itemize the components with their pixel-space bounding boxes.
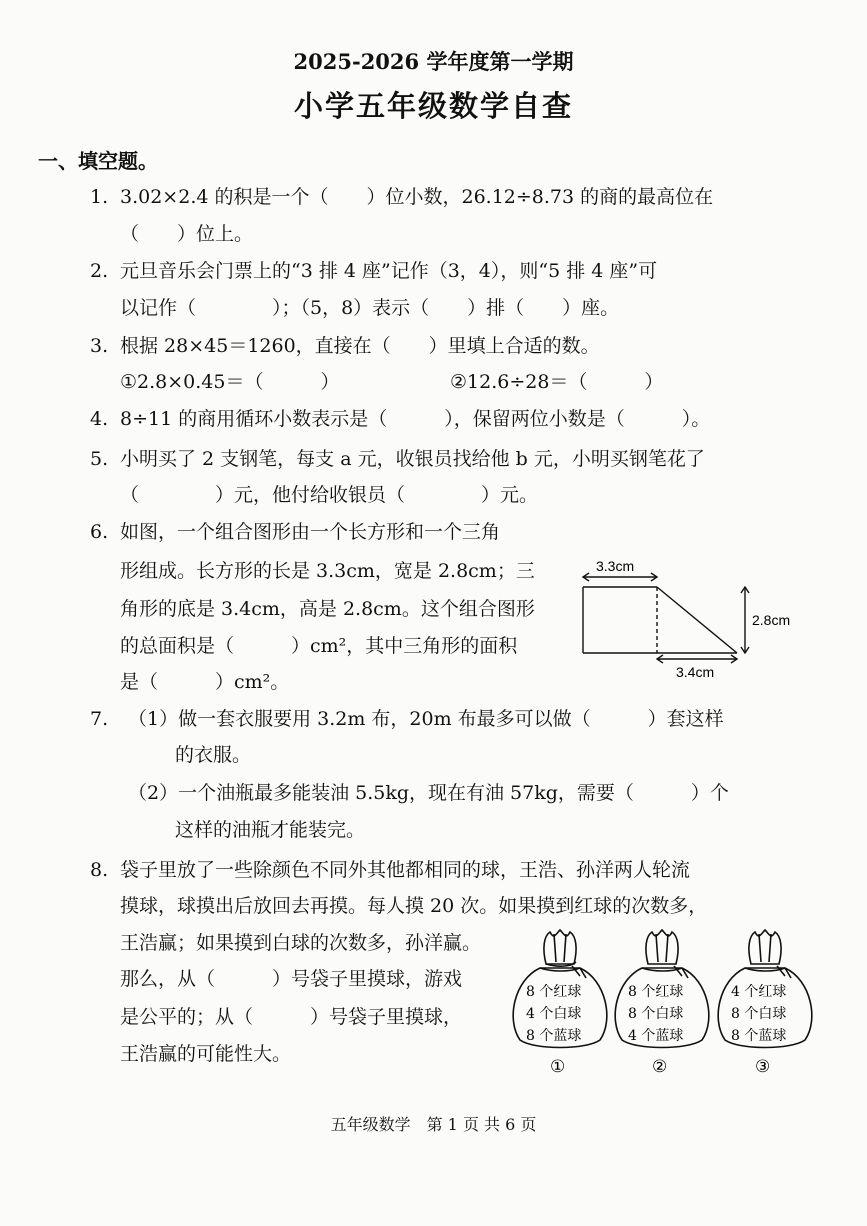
question-number: 7. (90, 708, 109, 730)
sub-question-1: ①2.8×0.45＝（ ） (120, 371, 340, 393)
question-text: 王浩赢的可能性大。 (120, 1043, 292, 1065)
sub-question-2-cont: 这样的油瓶才能装完。 (175, 819, 366, 841)
sub-question-2: ②12.6÷28＝（ ） (450, 371, 664, 393)
question-text: 角形的底是 3.4cm，高是 2.8cm。这个组合图形 (120, 598, 535, 620)
exam-title: 小学五年级数学自查 (293, 89, 573, 123)
question-text: 如图，一个组合图形由一个长方形和一个三角 (120, 521, 501, 543)
page-footer: 五年级数学 第 1 页 共 6 页 (330, 1115, 537, 1134)
bag-2-label: ② (652, 1057, 668, 1077)
question-text: 那么，从（ ）号袋子里摸球，游戏 (120, 968, 463, 990)
question-text: 根据 28×45＝1260，直接在（ ）里填上合适的数。 (120, 335, 600, 357)
question-text: 以记作（ ）；（5，8）表示（ ）排（ ）座。 (120, 297, 620, 319)
section-heading: 一、填空题。 (38, 149, 158, 173)
ball-bag-2 (612, 928, 712, 1078)
question-number: 5. (90, 448, 109, 470)
question-number: 4. (90, 408, 109, 430)
question-number: 1. (90, 186, 109, 208)
question-text: 元旦音乐会门票上的“3 排 4 座”记作（3，4），则“5 排 4 座”可 (120, 260, 658, 282)
bag-3-red: 4 个红球 (731, 984, 787, 1000)
question-number: 8. (90, 859, 109, 881)
bag-3-blue: 8 个蓝球 (731, 1028, 787, 1044)
question-text: 是公平的；从（ ）号袋子里摸球， (120, 1006, 463, 1028)
question-text: （ ）元，他付给收银员（ ）元。 (120, 484, 539, 506)
bag-2-red: 8 个红球 (628, 984, 684, 1000)
question-number: 3. (90, 335, 109, 357)
figure-label-length: 3.3cm (596, 558, 635, 574)
sub-question-2: （2）一个油瓶最多能装油 5.5kg，现在有油 57kg，需要（ ）个 (128, 782, 729, 804)
sub-question-1-cont: 的衣服。 (175, 744, 252, 766)
bag-1-blue: 8 个蓝球 (526, 1028, 582, 1044)
question-text: 3.02×2.4 的积是一个（ ）位小数，26.12÷8.73 的商的最高位在 (120, 186, 714, 208)
question-text: 是（ ）cm²。 (120, 671, 290, 693)
bag-3-label: ③ (755, 1057, 771, 1077)
bag-2-blue: 4 个蓝球 (628, 1028, 684, 1044)
question-text: 王浩赢；如果摸到白球的次数多，孙洋赢。 (120, 932, 482, 954)
bag-1-white: 4 个白球 (526, 1006, 582, 1022)
figure-label-height: 2.8cm (752, 612, 791, 628)
sub-question-1: （1）做一套衣服要用 3.2m 布，20m 布最多可以做（ ）套这样 (128, 708, 724, 730)
figure-label-base: 3.4cm (676, 664, 715, 680)
bag-1-red: 8 个红球 (526, 984, 582, 1000)
question-text: （ ）位上。 (120, 223, 254, 245)
question-text: 袋子里放了一些除颜色不同外其他都相同的球，王浩、孙洋两人轮流 (120, 859, 691, 881)
question-text: 摸球，球摸出后放回去再摸。每人摸 20 次。如果摸到红球的次数多， (120, 895, 708, 917)
question-text: 的总面积是（ ）cm²，其中三角形的面积 (120, 635, 518, 657)
ball-bag-1 (510, 928, 610, 1078)
question-number: 2. (90, 260, 109, 282)
question-number: 6. (90, 521, 109, 543)
question-text: 形组成。长方形的长是 3.3cm，宽是 2.8cm；三 (120, 560, 535, 582)
question-text: 小明买了 2 支钢笔，每支 a 元，收银员找给他 b 元，小明买钢笔花了 (120, 448, 705, 470)
question-text: 8÷11 的商用循环小数表示是（ ），保留两位小数是（ ）。 (120, 408, 711, 430)
ball-bag-3 (715, 928, 815, 1078)
bag-2-white: 8 个白球 (628, 1006, 684, 1022)
composite-figure (570, 555, 810, 685)
bag-1-label: ① (550, 1057, 566, 1077)
bag-3-white: 8 个白球 (731, 1006, 787, 1022)
exam-term: 2025-2026 学年度第一学期 (293, 49, 574, 74)
